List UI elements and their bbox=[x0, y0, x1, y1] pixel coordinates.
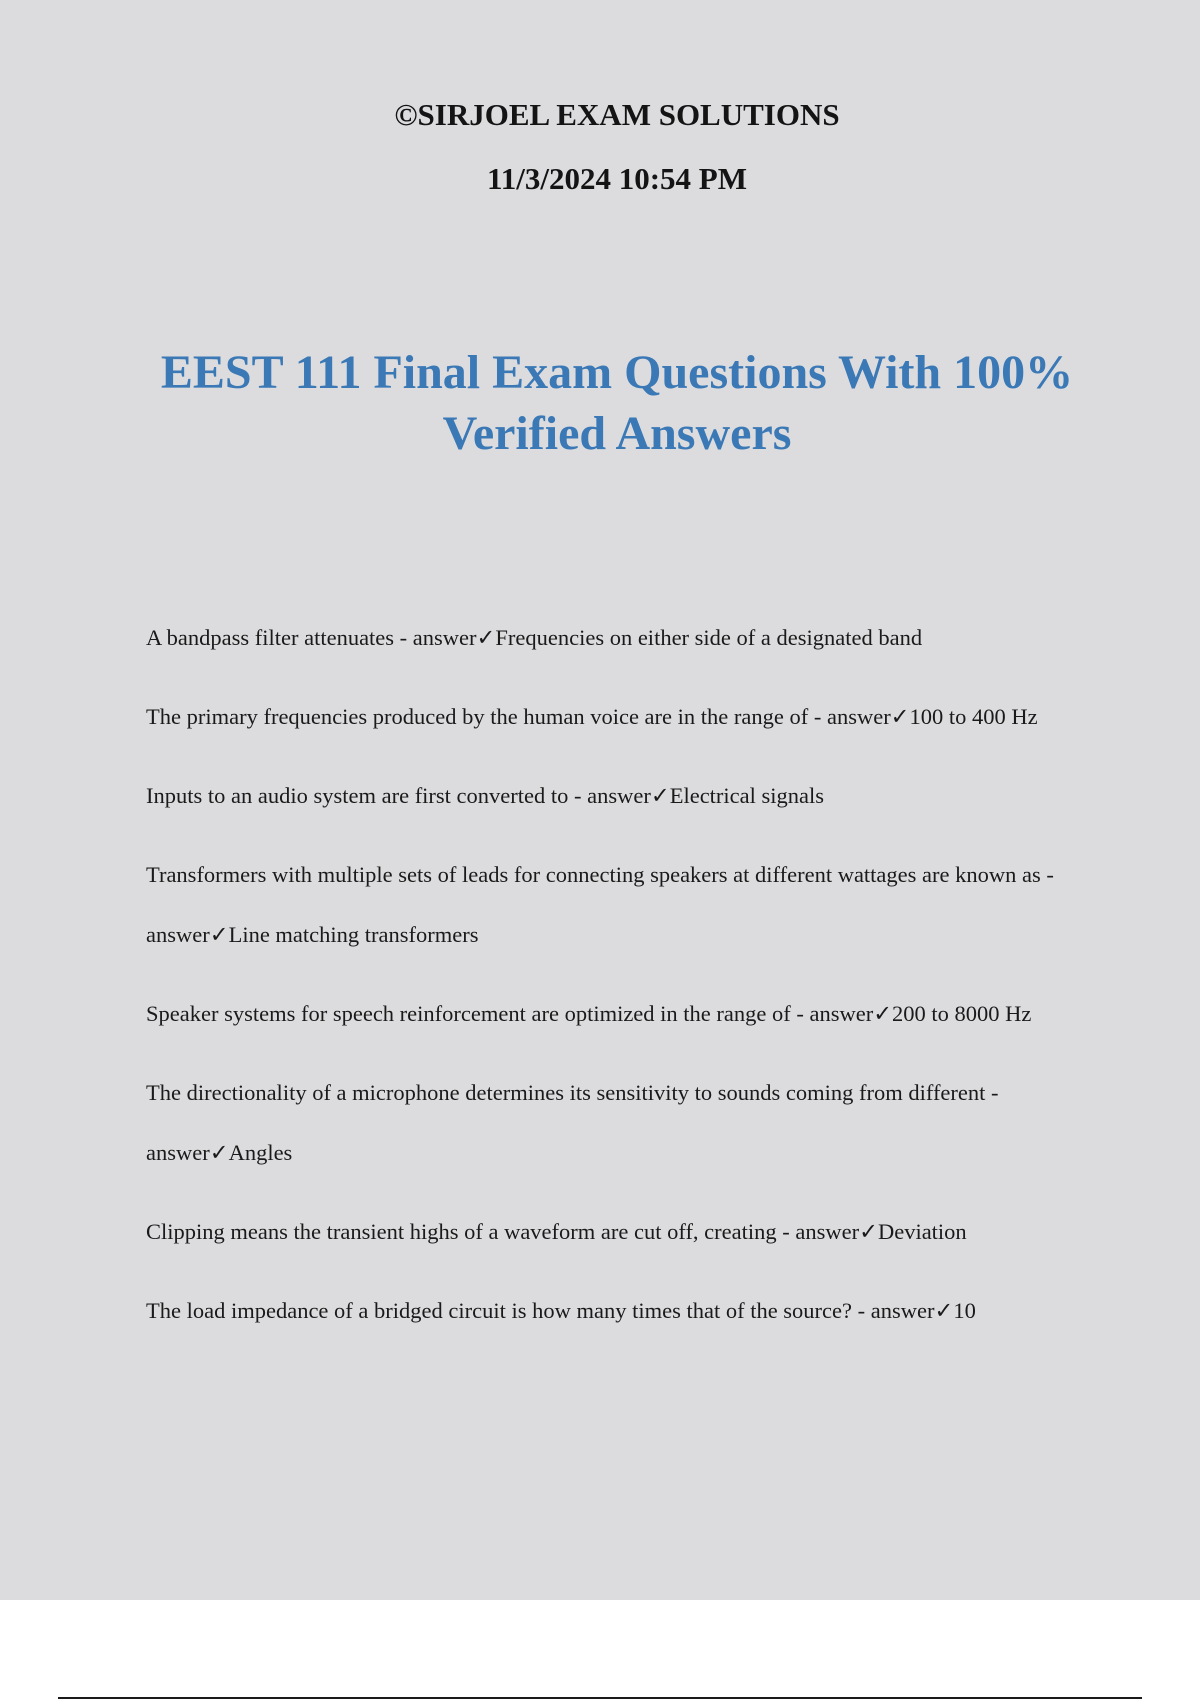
page-header bbox=[0, 92, 1200, 202]
document-title: EEST 111 Final Exam Questions With 100% Verified Answers bbox=[160, 346, 1074, 460]
qa-item: Inputs to an audio system are first converted to - answer✓Electrical signals bbox=[146, 783, 825, 808]
qa-item: The primary frequencies produced by the human voice are in the range of - answer✓100 to 400 Hz bbox=[146, 704, 1038, 729]
footer-divider bbox=[58, 1697, 1142, 1699]
qa-item: A bandpass filter attenuates - answer✓Frequencies on either side of a designated band bbox=[146, 625, 923, 650]
qa-item: The directionality of a microphone determines its sensitivity to sounds coming from different - answer✓Angles bbox=[146, 1080, 999, 1165]
qa-item: Clipping means the transient highs of a waveform are cut off, creating - answer✓Deviation bbox=[146, 1219, 967, 1244]
qa-item: Transformers with multiple sets of leads for connecting speakers at different wattages are known as - answer✓Line matching transformers bbox=[146, 862, 1054, 947]
timestamp: 11/3/2024 10:54 PM bbox=[486, 161, 748, 196]
organization-name: ©SIRJOEL EXAM SOLUTIONS bbox=[394, 97, 840, 132]
qa-item: Speaker systems for speech reinforcement are optimized in the range of - answer✓200 to 8000 Hz bbox=[146, 1001, 1032, 1026]
qa-item: The load impedance of a bridged circuit is how many times that of the source? - answer✓10 bbox=[146, 1298, 976, 1323]
qa-list bbox=[146, 608, 1096, 1360]
